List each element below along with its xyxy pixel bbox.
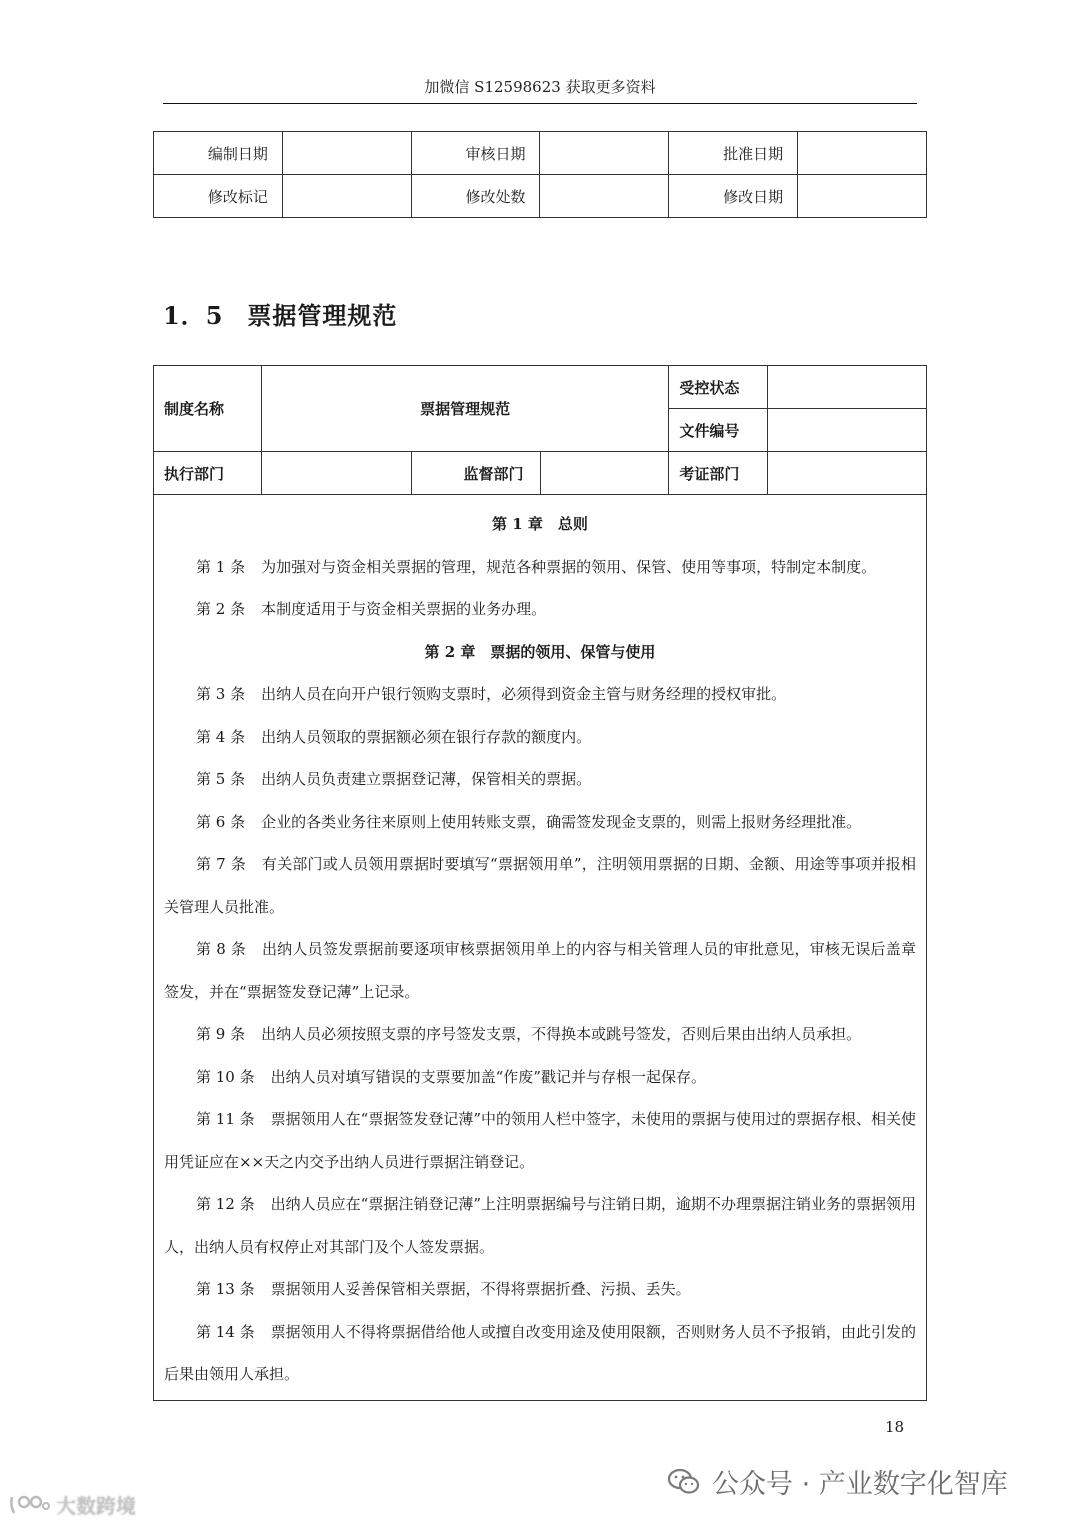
- article: [164, 928, 916, 1013]
- table-row: [154, 132, 927, 175]
- compile-date-label: 编制日期: [154, 132, 283, 175]
- revision-mark-value: [282, 175, 411, 218]
- article-number: 第 7 条: [196, 855, 246, 873]
- article: [164, 801, 916, 844]
- table-row: [154, 452, 927, 495]
- table-row: [154, 366, 927, 409]
- article-text: 有关部门或人员领用票据时要填写“票据领用单”，注明领用票据的日期、金额、用途等事项并报相关管理人员批准。: [164, 855, 916, 916]
- watermark-wechat: [668, 1462, 1008, 1501]
- article-text: 出纳人员在向开户银行领购支票时，必须得到资金主管与财务经理的授权审批。: [261, 685, 787, 703]
- article: [164, 1268, 916, 1311]
- supervise-dept-value: [540, 452, 669, 495]
- article-number: 第 8 条: [196, 940, 246, 958]
- compile-date-value: [282, 132, 411, 175]
- brand-logo-icon: [8, 1493, 52, 1517]
- chapter-title: 第 2 章 票据的领用、保管与使用: [424, 642, 656, 661]
- article-number: 第 10 条: [196, 1067, 255, 1086]
- section-title: 票据管理规范: [247, 301, 398, 330]
- article-text: 票据领用人妥善保管相关票据，不得将票据折叠、污损、丢失。: [270, 1280, 691, 1298]
- article: [164, 1013, 916, 1056]
- article-text: 为加强对与资金相关票据的管理，规范各种票据的领用、保管、使用等事项，特制定本制度。: [261, 557, 877, 576]
- article-text: 票据领用人在“票据签发登记薄”中的领用人栏中签字，未使用的票据与使用过的票据存根、相关使用凭证应在××天之内交予出纳人员进行票据注销登记。: [164, 1110, 917, 1171]
- policy-name-label: 制度名称: [154, 366, 262, 452]
- revision-date-label: 修改日期: [669, 175, 798, 218]
- article: [164, 758, 916, 801]
- revision-date-value: [798, 175, 927, 218]
- audit-dept-label: 考证部门: [669, 452, 768, 495]
- article-number: 第 14 条: [196, 1322, 255, 1341]
- review-date-value: [540, 132, 669, 175]
- approve-date-label: 批准日期: [669, 132, 798, 175]
- doc-number-value: [768, 409, 927, 452]
- article-number: 第 5 条: [196, 770, 246, 788]
- article: [164, 843, 916, 928]
- policy-name-value: 票据管理规范: [261, 366, 668, 452]
- revision-mark-label: 修改标记: [154, 175, 283, 218]
- article-text: 企业的各类业务往来原则上使用转账支票，确需签发现金支票的，则需上报财务经理批准。: [261, 812, 862, 831]
- article-number: 第 3 条: [196, 685, 246, 703]
- review-date-label: 审核日期: [411, 132, 540, 175]
- control-status-label: 受控状态: [669, 366, 768, 409]
- supervise-dept-label: 监督部门: [411, 452, 540, 495]
- article-text: 出纳人员领取的票据额必须在银行存款的额度内。: [261, 727, 592, 746]
- watermark-wechat-text: 公众号 · 产业数字化智库: [712, 1469, 1008, 1500]
- article: [164, 1056, 916, 1099]
- policy-body-cell: [154, 495, 927, 1401]
- section-number: 1．5: [163, 301, 224, 330]
- exec-dept-value: [261, 452, 411, 495]
- policy-content: [154, 495, 926, 1400]
- audit-dept-value: [768, 452, 927, 495]
- exec-dept-label: 执行部门: [154, 452, 262, 495]
- article-number: 第 4 条: [196, 727, 246, 746]
- article-text: 出纳人员负责建立票据登记薄，保管相关的票据。: [261, 770, 592, 788]
- page-header: 加微信 S12598623 获取更多资料: [163, 76, 917, 104]
- chapter-title: 第 1 章 总则: [492, 515, 588, 533]
- article-text: 票据领用人不得将票据借给他人或擅自改变用途及使用限额，否则财务人员不予报销，由此引发的后果由领用人承担。: [164, 1322, 916, 1383]
- wechat-icon: [668, 1468, 700, 1496]
- article-text: 出纳人员签发票据前要逐项审核票据领用单上的内容与相关管理人员的审批意见，审核无误后盖章签发，并在“票据签发登记薄”上记录。: [164, 940, 916, 1001]
- revision-info-table: [153, 131, 927, 218]
- approve-date-value: [798, 132, 927, 175]
- article: [164, 588, 916, 631]
- revision-count-value: [540, 175, 669, 218]
- article-number: 第 2 条: [196, 600, 246, 618]
- policy-table: [153, 365, 927, 1401]
- table-row: [154, 175, 927, 218]
- article-number: 第 11 条: [196, 1110, 255, 1128]
- section-heading: [163, 296, 397, 331]
- article: [164, 546, 916, 589]
- article-number: 第 12 条: [196, 1195, 255, 1213]
- article: [164, 1098, 916, 1183]
- article: [164, 673, 916, 716]
- article-number: 第 9 条: [196, 1025, 246, 1043]
- control-status-value: [768, 366, 927, 409]
- table-row: [154, 495, 927, 1401]
- watermark-brand-text: 大数跨境: [56, 1494, 136, 1518]
- doc-number-label: 文件编号: [669, 409, 768, 452]
- article-number: 第 1 条: [196, 557, 246, 576]
- article: [164, 716, 916, 759]
- article: [164, 1183, 916, 1268]
- watermark-brand: [8, 1490, 136, 1519]
- page-number: 18: [885, 1418, 905, 1436]
- article-text: 出纳人员应在“票据注销登记薄”上注明票据编号与注销日期，逾期不办理票据注销业务的票据领用人，出纳人员有权停止对其部门及个人签发票据。: [164, 1195, 917, 1256]
- article: [164, 1311, 916, 1396]
- article-number: 第 13 条: [196, 1280, 255, 1298]
- revision-count-label: 修改处数: [411, 175, 540, 218]
- article-text: 出纳人员对填写错误的支票要加盖“作废”戳记并与存根一起保存。: [270, 1067, 706, 1086]
- article-number: 第 6 条: [196, 812, 246, 831]
- article-text: 出纳人员必须按照支票的序号签发支票，不得换本或跳号签发，否则后果由出纳人员承担。: [261, 1025, 862, 1043]
- article-text: 本制度适用于与资金相关票据的业务办理。: [261, 600, 547, 618]
